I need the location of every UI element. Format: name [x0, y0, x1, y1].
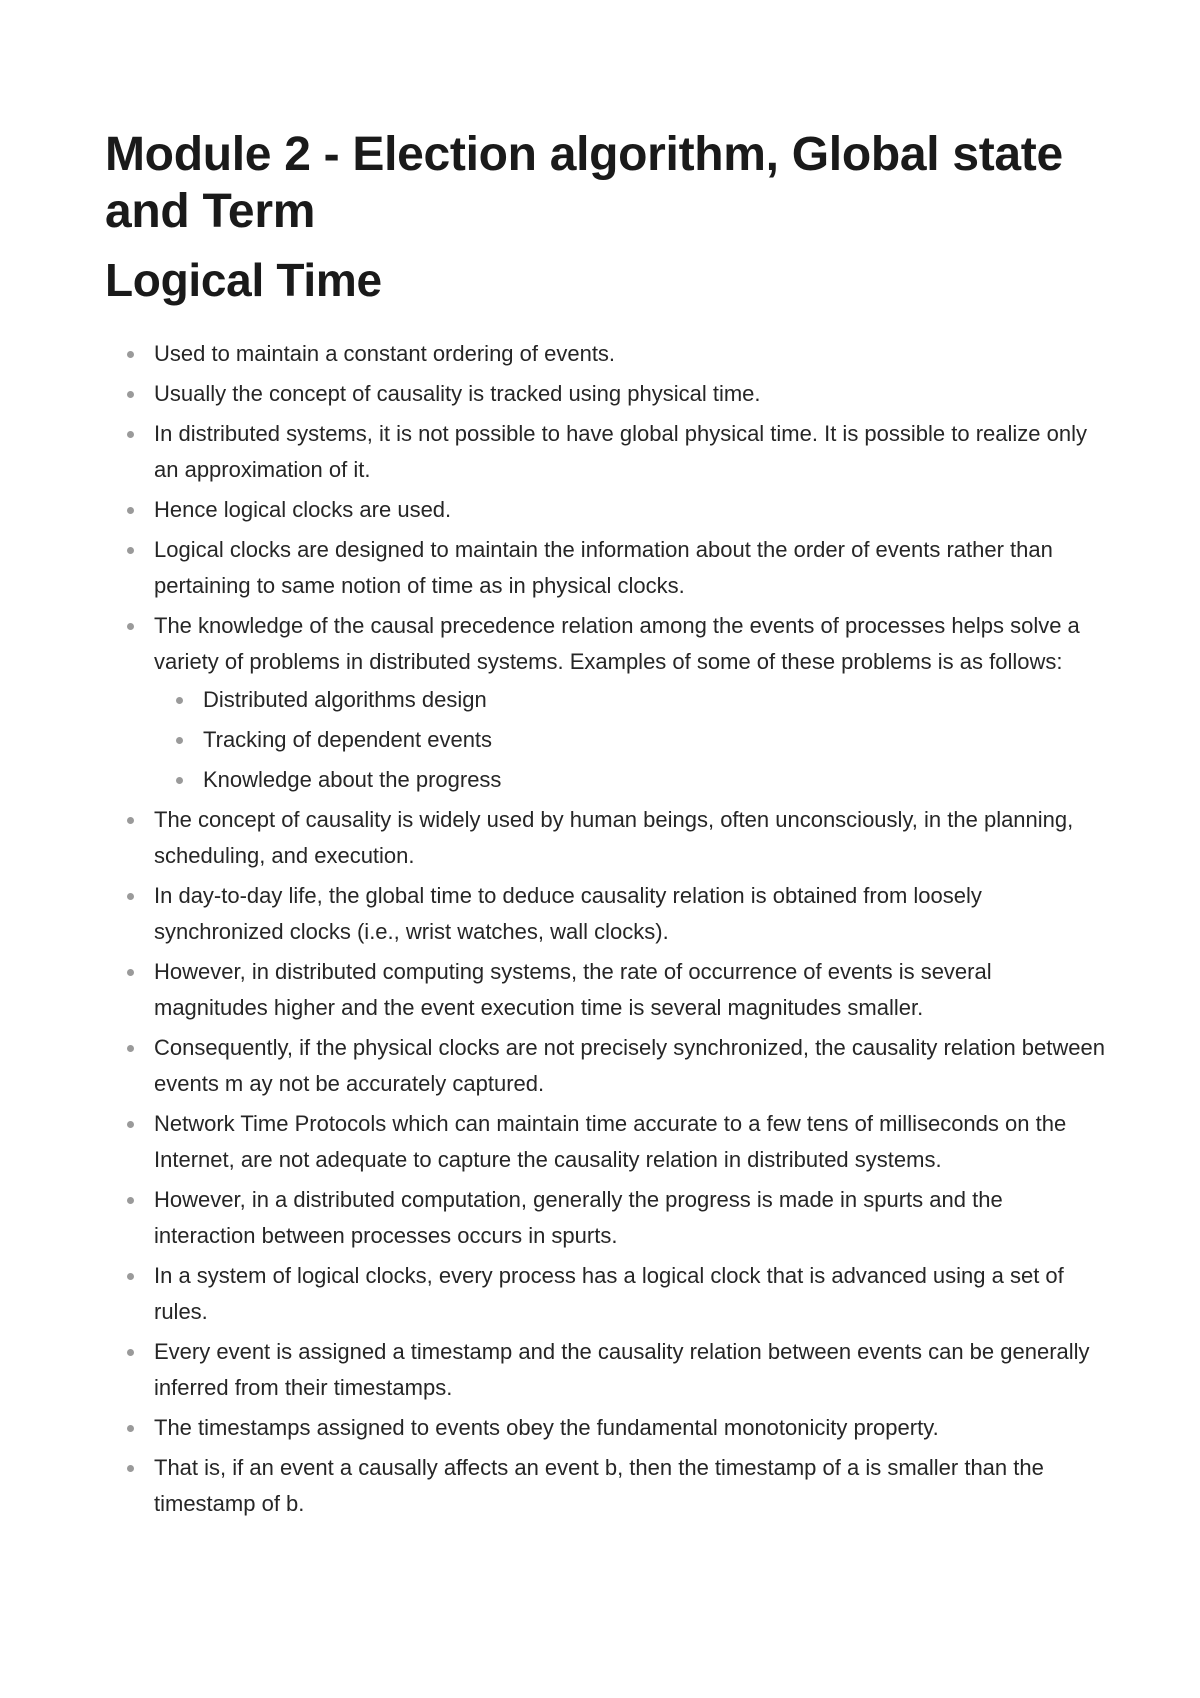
list-item: The concept of causality is widely used by human beings, often unconsciously, in the planning, scheduling, and execution.	[105, 802, 1105, 874]
list-item: In distributed systems, it is not possible to have global physical time. It is possible to realize only an approximation of it.	[105, 416, 1105, 488]
bullet-icon	[127, 893, 134, 900]
list-item: In a system of logical clocks, every process has a logical clock that is advanced using a set of rules.	[105, 1258, 1105, 1330]
bullet-icon	[127, 1045, 134, 1052]
list-item: However, in distributed computing systems, the rate of occurrence of events is several magnitudes higher and the event execution time is several magnitudes smaller.	[105, 954, 1105, 1026]
bullet-icon	[176, 697, 183, 704]
bullet-icon	[127, 431, 134, 438]
bullet-icon	[127, 1465, 134, 1472]
list-item: Network Time Protocols which can maintain time accurate to a few tens of milliseconds on the Internet, are not adequate to capture the causality relation in distributed systems.	[105, 1106, 1105, 1178]
sub-list-item: Tracking of dependent events	[154, 722, 1105, 758]
bullet-list	[105, 336, 1105, 1522]
bullet-icon	[127, 969, 134, 976]
section-heading: Logical Time	[105, 254, 382, 306]
list-item: That is, if an event a causally affects an event b, then the timestamp of a is smaller than the timestamp of b.	[105, 1450, 1105, 1522]
sub-list-item: Distributed algorithms design	[154, 682, 1105, 718]
bullet-icon	[127, 507, 134, 514]
list-item: Used to maintain a constant ordering of events.	[105, 336, 1105, 372]
sub-bullet-list	[154, 682, 1105, 798]
bullet-icon	[127, 391, 134, 398]
list-item: The knowledge of the causal precedence relation among the events of processes helps solve a variety of problems in distributed systems. Examples of some of these problems is as follows: Distributed algorithms design Tracking of dependent events Knowledge about the progress	[105, 608, 1105, 798]
list-item: In day-to-day life, the global time to deduce causality relation is obtained from loosely synchronized clocks (i.e., wrist watches, wall clocks).	[105, 878, 1105, 950]
bullet-icon	[127, 1425, 134, 1432]
list-item: Usually the concept of causality is tracked using physical time.	[105, 376, 1105, 412]
bullet-icon	[127, 547, 134, 554]
list-item: Consequently, if the physical clocks are not precisely synchronized, the causality relation between events m ay not be accurately captured.	[105, 1030, 1105, 1102]
list-item: Hence logical clocks are used.	[105, 492, 1105, 528]
list-item: However, in a distributed computation, generally the progress is made in spurts and the interaction between processes occurs in spurts.	[105, 1182, 1105, 1254]
bullet-icon	[127, 1197, 134, 1204]
bullet-icon	[127, 623, 134, 630]
bullet-icon	[127, 817, 134, 824]
bullet-icon	[127, 351, 134, 358]
document-page	[105, 126, 1105, 1526]
list-item: Every event is assigned a timestamp and the causality relation between events can be generally inferred from their timestamps.	[105, 1334, 1105, 1406]
sub-list-item: Knowledge about the progress	[154, 762, 1105, 798]
list-item: The timestamps assigned to events obey the fundamental monotonicity property.	[105, 1410, 1105, 1446]
document-title: Module 2 - Election algorithm, Global state and Term	[105, 128, 1063, 238]
bullet-icon	[127, 1349, 134, 1356]
list-item: Logical clocks are designed to maintain the information about the order of events rather than pertaining to same notion of time as in physical clocks.	[105, 532, 1105, 604]
bullet-icon	[176, 777, 183, 784]
bullet-icon	[127, 1121, 134, 1128]
bullet-icon	[127, 1273, 134, 1280]
bullet-icon	[176, 737, 183, 744]
